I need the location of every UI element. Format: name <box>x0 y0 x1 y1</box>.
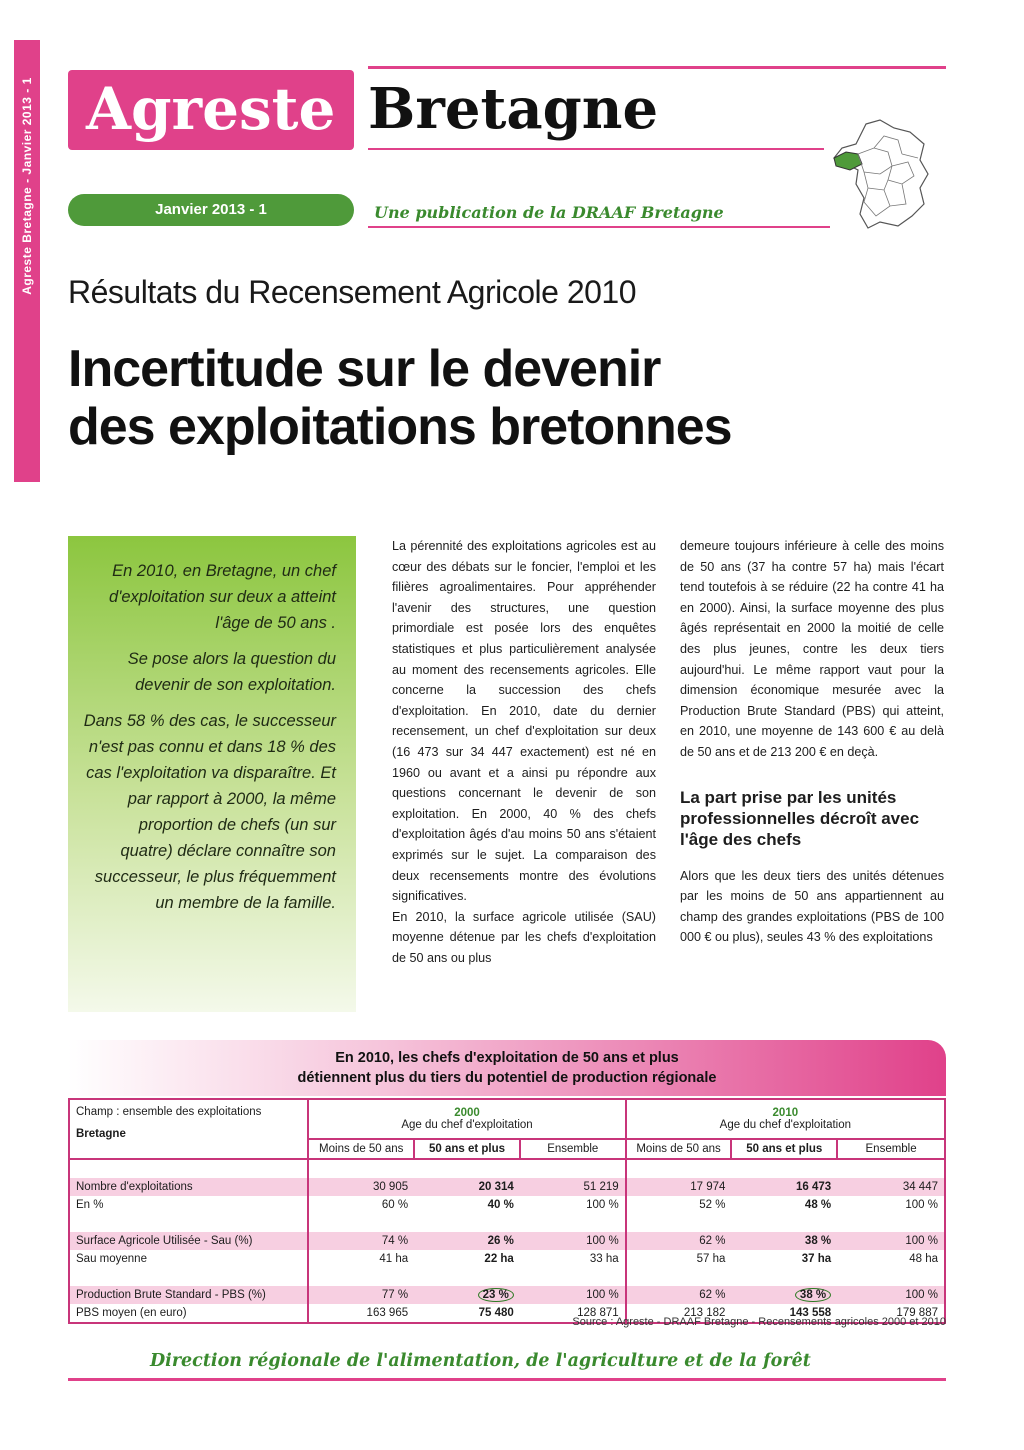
cell: 17 974 <box>626 1178 732 1196</box>
table-row <box>69 1286 945 1304</box>
cell: 37 ha <box>801 1253 832 1265</box>
col-header: Moins de 50 ans <box>308 1139 414 1159</box>
cell: 22 ha <box>484 1253 514 1265</box>
row-label: En % <box>69 1196 308 1214</box>
cell: 128 871 <box>577 1307 619 1319</box>
brand-agreste: Agreste <box>86 75 336 143</box>
article-paragraph: demeure toujours inférieure à celle des moins de 50 ans (37 ha contre 57 ha) mais l'écart tend toutefois à se réduire (22 ha contre 41 ha en 2000). Ainsi, la surface moyenne des plus âgés représentait en 2000 la moitié de celle des plus jeunes, contre les deux tiers aujourd'hui. Le même rapport vaut pour la dimension économique mesurée avec la Production Brute Standard (PBS) qui atteint, en 2010, une moyenne de 143 600 € au delà de 50 ans et de 213 200 € en deçà. <box>680 539 944 759</box>
cell: 179 887 <box>837 1304 945 1323</box>
cell: 51 219 <box>520 1178 626 1196</box>
article-paragraph: En 2010, la surface agricole utilisée (SAU) moyenne détenue par les chefs d'exploitation de 50 ans ou plus <box>392 909 656 965</box>
highlight-circle: 38 % <box>795 1288 831 1302</box>
cell: 74 % <box>308 1232 414 1250</box>
cell: 100 % <box>520 1232 626 1250</box>
table-row <box>69 1250 945 1268</box>
cell: 57 ha <box>626 1250 732 1268</box>
article-column-2 <box>680 536 944 948</box>
col-header: Ensemble <box>837 1139 945 1159</box>
col-header: 50 ans et plus <box>414 1139 520 1159</box>
cell: 77 % <box>308 1286 414 1304</box>
page-subtitle: Résultats du Recensement Agricole 2010 <box>68 274 637 310</box>
summary-paragraph: Se pose alors la question du devenir de son exploitation. <box>127 650 336 694</box>
summary-paragraph: Dans 58 % des cas, le successeur n'est pas connu et dans 18 % des cas l'exploitation va disparaître. Et par rapport à 2000, la même proportion de chefs (un sur quatre) déclare connaître son successeur, le plus fréquemment un membre de la famille. <box>83 712 336 912</box>
cell: 20 314 <box>414 1178 520 1196</box>
col-header: Ensemble <box>520 1139 626 1159</box>
table-title-line1: En 2010, les chefs d'exploitation de 50 ans et plus <box>335 1050 679 1066</box>
section-heading: La part prise par les unités professionnelles décroît avec l'âge des chefs <box>680 787 920 849</box>
year-2010-header: 2010 <box>772 1107 799 1119</box>
france-regions-map-icon <box>828 118 934 230</box>
issue-date-badge: Janvier 2013 - 1 <box>68 194 354 226</box>
article-paragraph: Alors que les deux tiers des unités détenues par les moins de 50 ans appartiennent au champ des grandes exploitations (PBS de 100 000 € ou plus), seules 43 % des exploitations <box>680 868 944 945</box>
cell-highlighted <box>414 1286 520 1304</box>
table-region-label: Bretagne <box>76 1128 126 1140</box>
row-label: PBS moyen (en euro) <box>69 1304 308 1323</box>
cell-highlighted <box>731 1286 837 1304</box>
cell: 100 % <box>837 1196 945 1214</box>
table-field-label: Champ : ensemble des exploitations <box>76 1106 262 1118</box>
cell: 48 % <box>804 1199 832 1211</box>
row-label: Production Brute Standard - PBS (%) <box>69 1286 308 1304</box>
cell: 40 % <box>487 1199 514 1211</box>
table-source: Source : Agreste - DRAAF Bretagne - Recensements agricoles 2000 et 2010 <box>572 1316 946 1328</box>
table-row <box>69 1232 945 1250</box>
cell: 16 473 <box>731 1178 837 1196</box>
cell: 163 965 <box>308 1304 414 1323</box>
cell: 52 % <box>626 1196 732 1214</box>
age-header-2010: Age du chef d'exploitation <box>719 1119 852 1131</box>
cell: 38 % <box>731 1232 837 1250</box>
cell: 34 447 <box>837 1178 945 1196</box>
cell: 100 % <box>586 1199 619 1211</box>
article-paragraph: La pérennité des exploitations agricoles est au cœur des débats sur le foncier, l'emploi et les filières agroalimentaires. Pour appréhender l'avenir des structures, une question primordiale est posée lors des enquêtes statistiques et plus particulièrement analysée au moment des recensements agricoles. Elle concerne la succession des chefs d'exploitation. En 2010, date du dernier recensement, un chef d'exploitation sur deux (16 473 sur 34 447 exactement) est né en 1960 ou avant et a ainsi pu répondre aux questions concernant le devenir de son exploitation. En 2000, 40 % des chefs d'exploitation âgés d'au moins 50 ans s'étaient exprimés sur le sujet. La comparaison des deux recensements montre des évolutions significatives. <box>392 539 656 904</box>
row-label: Sau moyenne <box>69 1250 308 1268</box>
cell: 62 % <box>626 1232 732 1250</box>
cell: 33 ha <box>589 1253 619 1265</box>
cell: 62 % <box>626 1286 732 1304</box>
brand-bretagne: Bretagne <box>368 76 659 142</box>
article-column-1 <box>392 536 656 968</box>
cell: 75 480 <box>478 1307 514 1319</box>
cell: 100 % <box>837 1232 945 1250</box>
data-table <box>68 1098 946 1324</box>
page-title <box>68 340 948 456</box>
table-row <box>69 1196 945 1214</box>
cell: 213 182 <box>626 1304 732 1323</box>
row-label: Surface Agricole Utilisée - Sau (%) <box>69 1232 308 1250</box>
publication-label: Une publication de la DRAAF Bretagne <box>374 203 724 222</box>
cell: 100 % <box>520 1286 626 1304</box>
summary-paragraph: En 2010, en Bretagne, un chef d'exploitation sur deux a atteint l'âge de 50 ans . <box>109 562 336 632</box>
cell: 48 ha <box>837 1250 945 1268</box>
footer-rule <box>68 1378 946 1381</box>
table-title-line2: détiennent plus du tiers du potentiel de production régionale <box>297 1070 717 1086</box>
cell: 143 558 <box>789 1307 832 1319</box>
cell: 30 905 <box>308 1178 414 1196</box>
row-label: Nombre d'exploitations <box>69 1178 308 1196</box>
publication-rule <box>368 226 830 228</box>
cell: 60 % <box>308 1196 414 1214</box>
summary-box <box>68 536 356 1012</box>
header-rule <box>368 148 824 150</box>
top-rule <box>368 66 946 69</box>
year-2000-header: 2000 <box>454 1107 480 1119</box>
highlight-circle: 23 % <box>478 1288 514 1302</box>
page-title-line1: Incertitude sur le devenir <box>68 340 661 398</box>
page-title-line2: des exploitations bretonnes <box>68 398 732 456</box>
cell: 100 % <box>837 1286 945 1304</box>
cell: 26 % <box>414 1232 520 1250</box>
table-title <box>68 1040 946 1096</box>
col-header: Moins de 50 ans <box>626 1139 732 1159</box>
footer-text: Direction régionale de l'alimentation, de l'agriculture et de la forêt <box>150 1351 811 1371</box>
col-header: 50 ans et plus <box>731 1139 837 1159</box>
cell: 41 ha <box>308 1250 414 1268</box>
table-row <box>69 1178 945 1196</box>
age-header-2000: Age du chef d'exploitation <box>401 1119 533 1131</box>
side-label: Agreste Bretagne - Janvier 2013 - 1 <box>20 77 34 295</box>
